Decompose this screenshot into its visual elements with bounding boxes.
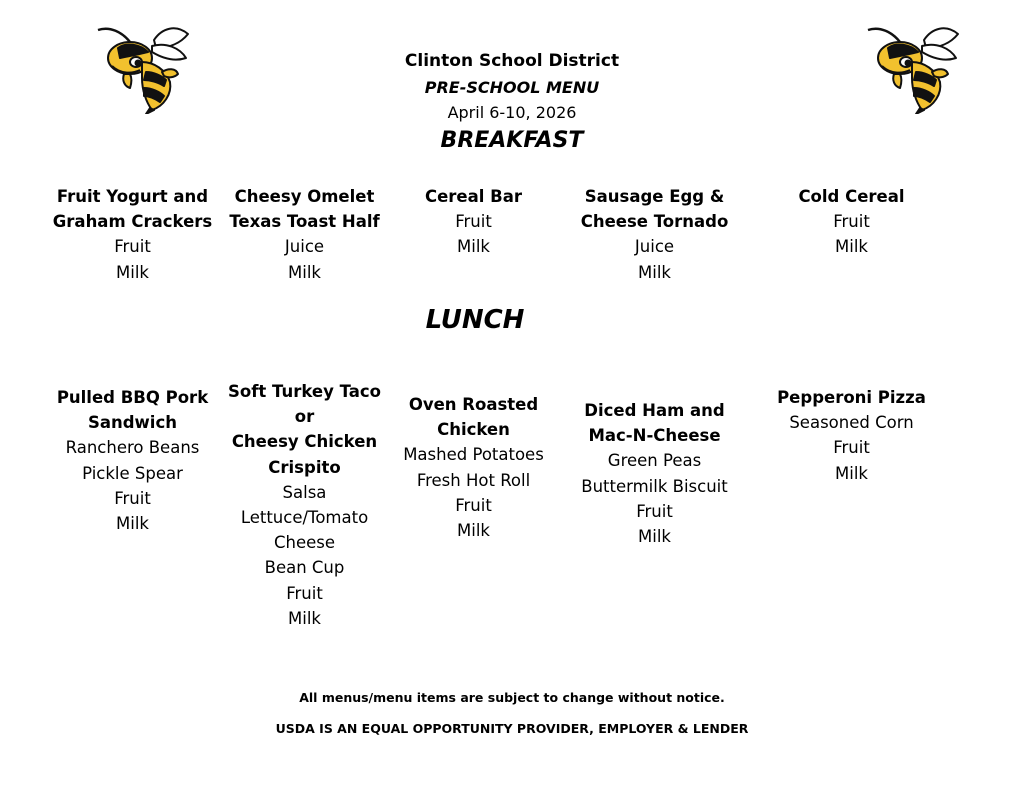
- menu-item: Lettuce/Tomato: [240, 508, 369, 528]
- menu-item: Milk: [457, 237, 490, 257]
- menu-item: Milk: [116, 514, 149, 534]
- breakfast-day-1: [45, 184, 220, 285]
- menu-item: Fruit: [833, 438, 870, 458]
- menu-item: Milk: [116, 262, 149, 282]
- menu-item: Soft Turkey Taco: [228, 382, 381, 401]
- menu-item: Juice: [284, 237, 325, 257]
- menu-item: Ranchero Beans: [65, 438, 200, 458]
- menu-dates: April 6-10, 2026: [447, 103, 577, 122]
- usda-statement: USDA IS AN EQUAL OPPORTUNITY PROVIDER, EMPLOYER & LENDER: [275, 721, 749, 736]
- breakfast-heading: BREAKFAST: [440, 128, 584, 153]
- breakfast-day-3: [386, 184, 561, 260]
- menu-item: Fruit: [636, 501, 673, 521]
- menu-item: Milk: [835, 237, 868, 257]
- breakfast-day-4: [567, 184, 742, 285]
- breakfast-day-2: [217, 184, 392, 285]
- menu-subtitle: PRE-SCHOOL MENU: [424, 78, 600, 97]
- menu-item: Milk: [638, 527, 671, 547]
- menu-item: Fruit: [833, 212, 870, 232]
- menu-item: Green Peas: [607, 451, 702, 471]
- menu-item: Mashed Potatoes: [403, 445, 544, 465]
- menu-item: Texas Toast Half: [229, 212, 380, 232]
- menu-item: Milk: [288, 262, 321, 282]
- menu-item: Fruit: [455, 212, 492, 232]
- menu-item: Seasoned Corn: [789, 413, 914, 433]
- menu-item: Pepperoni Pizza: [777, 388, 926, 407]
- menu-item: Cheesy Omelet: [234, 187, 375, 206]
- menu-item: Cheesy Chicken: [231, 432, 378, 452]
- menu-item: Fresh Hot Roll: [416, 470, 531, 490]
- menu-item: Cheese Tornado: [580, 212, 729, 232]
- menu-item: Crispito: [268, 457, 341, 477]
- menu-item: Pulled BBQ Pork: [56, 388, 209, 407]
- menu-item: Graham Crackers: [52, 212, 213, 232]
- lunch-day-3: [386, 392, 561, 543]
- menu-item: Chicken: [437, 420, 510, 440]
- lunch-day-2: [217, 379, 392, 631]
- breakfast-day-5: [764, 184, 939, 260]
- menu-item: Mac-N-Cheese: [588, 426, 721, 446]
- change-notice: All menus/menu items are subject to change without notice.: [299, 690, 725, 705]
- menu-item: Salsa: [282, 482, 327, 502]
- menu-item: Cereal Bar: [424, 187, 522, 206]
- menu-item: Diced Ham and: [584, 401, 725, 420]
- menu-item: Cold Cereal: [798, 187, 905, 206]
- menu-item: Oven Roasted: [408, 395, 539, 414]
- menu-item: Fruit: [114, 237, 151, 257]
- menu-item: Fruit: [114, 488, 151, 508]
- menu-item: Milk: [638, 262, 671, 282]
- lunch-day-4: [567, 398, 742, 549]
- yellowjacket-mascot-icon: [96, 22, 192, 114]
- menu-item: Fruit: [455, 495, 492, 515]
- menu-item: Cheese: [273, 533, 336, 553]
- menu-item: Pickle Spear: [82, 463, 183, 483]
- menu-item: Bean Cup: [264, 558, 345, 578]
- yellowjacket-mascot-icon: [866, 22, 962, 114]
- menu-item: or: [294, 407, 315, 427]
- menu-item: Milk: [835, 463, 868, 483]
- menu-item: Fruit: [286, 583, 323, 603]
- menu-item: Buttermilk Biscuit: [581, 476, 728, 496]
- district-title: Clinton School District: [404, 51, 620, 71]
- menu-item: Sausage Egg &: [584, 187, 725, 206]
- lunch-day-1: [45, 385, 220, 536]
- menu-item: Milk: [288, 608, 321, 628]
- menu-item: Sandwich: [87, 413, 177, 433]
- menu-item: Juice: [634, 237, 675, 257]
- lunch-day-5: [764, 385, 939, 486]
- lunch-heading: LUNCH: [425, 305, 525, 335]
- menu-item: Fruit Yogurt and: [56, 187, 209, 206]
- menu-item: Milk: [457, 521, 490, 541]
